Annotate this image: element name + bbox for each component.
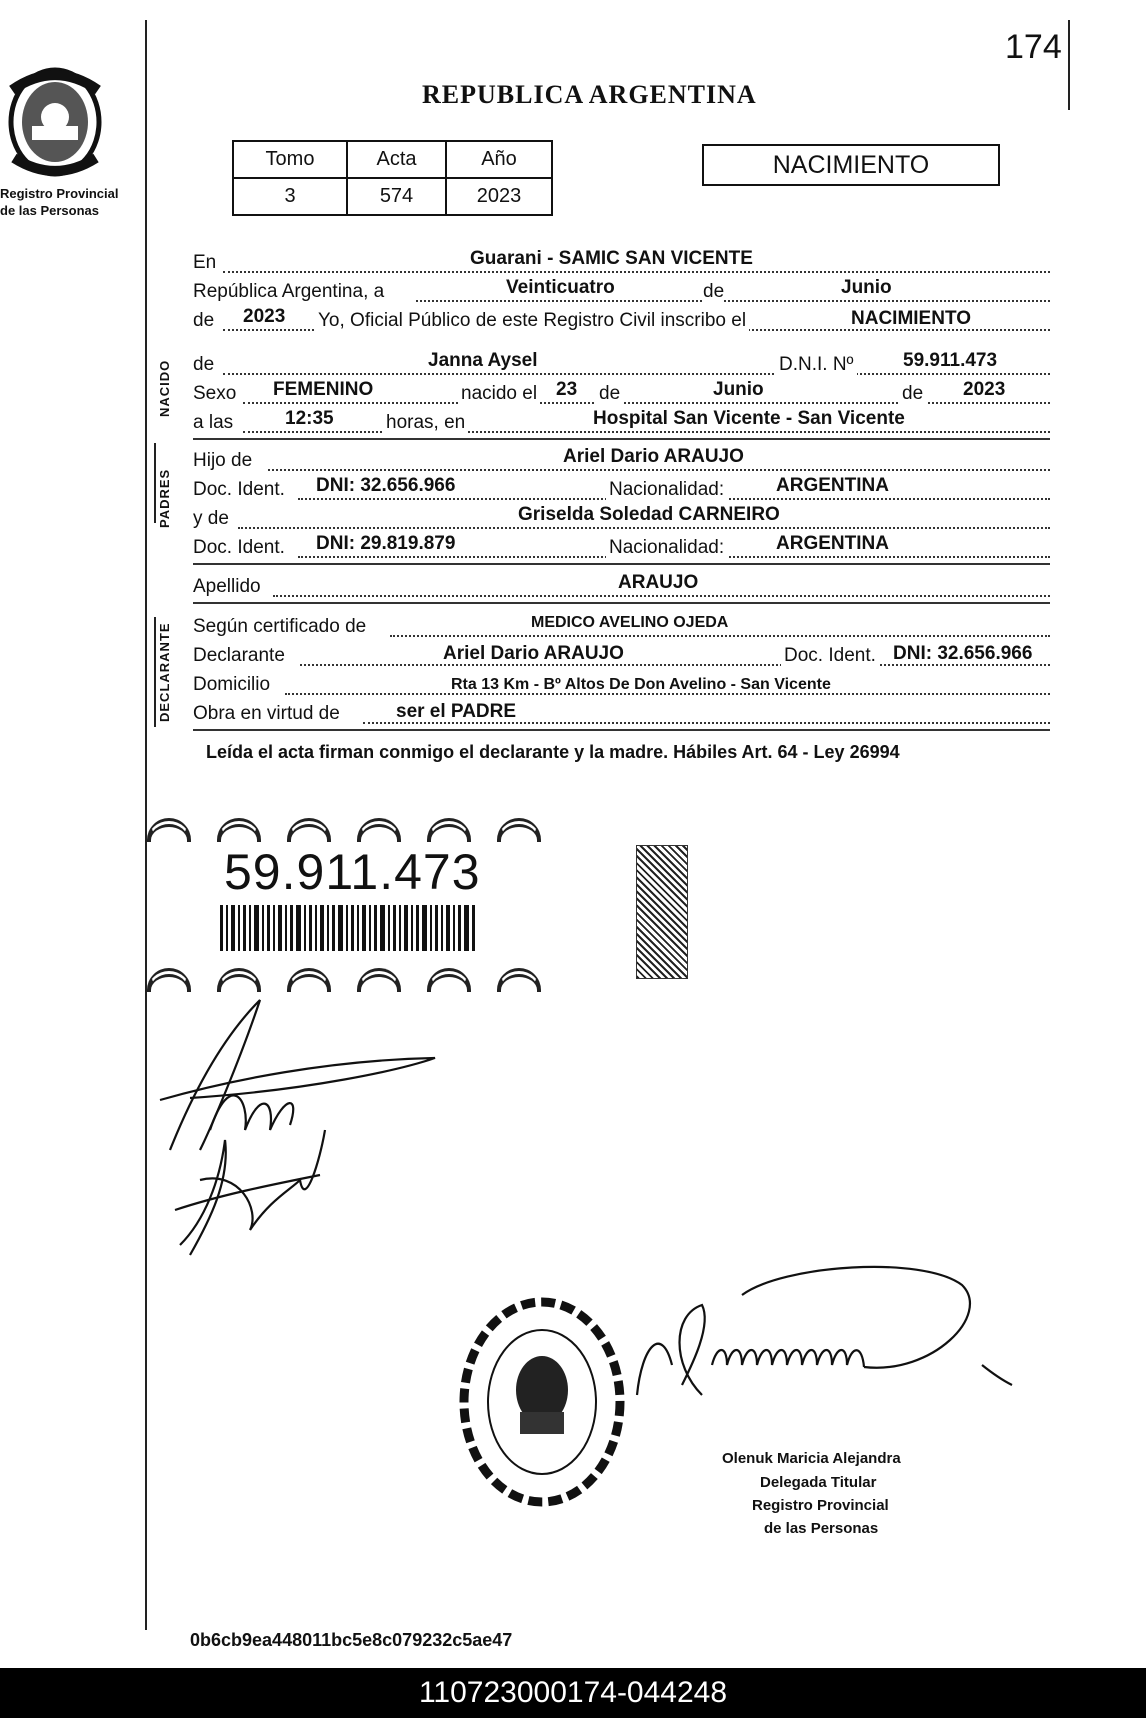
nac-anio-value: 2023 [963, 379, 1006, 400]
footer-code: 110723000174-044248 [418, 1676, 728, 1709]
alas-label: a las [193, 412, 234, 433]
document-hash: 0b6cb9ea448011bc5e8c079232c5ae47 [190, 1630, 513, 1650]
doc2-label: Doc. Ident. [193, 537, 285, 558]
closing-note: Leída el acta firman conmigo el declarante y la madre. Hábiles Art. 64 - Ley 26994 [206, 742, 900, 762]
sticker-number: 59.911.473 [224, 844, 481, 900]
nac1-value: ARGENTINA [776, 475, 889, 496]
section-rule [193, 602, 1050, 604]
row-certificado [193, 612, 1050, 640]
anio-value: 2023 [243, 306, 286, 327]
dia-value: Veinticuatro [506, 277, 615, 298]
section-rule [193, 438, 1050, 440]
row-fecha [193, 277, 1050, 305]
dni-label: D.N.I. Nº [776, 354, 857, 376]
section-rule [193, 563, 1050, 565]
section-nacido: NACIDO [157, 359, 172, 417]
security-hologram [636, 845, 688, 979]
row-hijo [193, 446, 1050, 474]
row-declarante [193, 641, 1050, 669]
sexo-value: FEMENINO [273, 379, 374, 400]
obra-value: ser el PADRE [396, 701, 517, 722]
sexo-label: Sexo [193, 383, 237, 404]
nac-de2-label: de [899, 383, 926, 405]
row-domicilio [193, 670, 1050, 698]
madre-value: Griselda Soledad CARNEIRO [518, 504, 780, 525]
registry-line-1: Registro Provincial [0, 186, 119, 201]
de-label: de [703, 281, 725, 302]
section-divider [154, 617, 156, 727]
official-signature [632, 1255, 1032, 1465]
certificado-label: Según certificado de [193, 616, 367, 637]
section-rule [193, 729, 1050, 731]
en-label: En [193, 252, 217, 273]
value-anio: 2023 [446, 178, 552, 215]
sticker-band-top [135, 812, 575, 842]
lugar-value: Hospital San Vicente - San Vicente [593, 408, 905, 429]
declarante-label: Declarante [193, 645, 285, 666]
row-doc2 [193, 533, 1050, 561]
nac2-value: ARGENTINA [776, 533, 889, 554]
row-inscribo [193, 306, 1050, 334]
dni-value: 59.911.473 [903, 350, 998, 371]
header-tomo: Tomo [233, 141, 347, 178]
section-divider [154, 443, 156, 523]
doc1-value: DNI: 32.656.966 [316, 475, 456, 496]
row-doc1 [193, 475, 1050, 503]
register-table [232, 140, 553, 216]
domicilio-label: Domicilio [193, 674, 271, 695]
decl-doc-label: Doc. Ident. [781, 645, 879, 667]
section-declarante: DECLARANTE [157, 622, 172, 722]
doc1-label: Doc. Ident. [193, 479, 285, 500]
act-type-label: NACIMIENTO [772, 151, 930, 179]
right-margin-line [1068, 20, 1070, 110]
row-ymadre [193, 504, 1050, 532]
nac-de-label: de [596, 383, 623, 405]
declarant-signature [150, 980, 450, 1260]
province-logo [2, 62, 108, 180]
official-office-2: de las Personas [764, 1520, 879, 1537]
row-hora [193, 408, 1050, 436]
apellido-label: Apellido [193, 576, 261, 597]
nombre-value: Janna Aysel [428, 350, 538, 371]
certificado-value: MEDICO AVELINO OJEDA [531, 614, 729, 631]
header-anio: Año [446, 141, 552, 178]
nac-mes-value: Junio [713, 379, 764, 400]
nac1-label: Nacionalidad: [606, 479, 727, 501]
act-type-box [702, 144, 1000, 186]
document-title: REPUBLICA ARGENTINA [422, 80, 757, 109]
official-name: Olenuk Maricia Alejandra [722, 1450, 901, 1467]
value-acta: 574 [347, 178, 446, 215]
row-sexo [193, 379, 1050, 407]
page-number: 174 [1005, 28, 1062, 66]
horas-label: horas, en [383, 412, 468, 434]
padre-value: Ariel Dario ARAUJO [563, 446, 744, 467]
oficial-text: Yo, Oficial Público de este Registro Civil inscribo el [315, 310, 749, 332]
nac2-label: Nacionalidad: [606, 537, 727, 559]
official-office-1: Registro Provincial [752, 1497, 889, 1514]
inscribo-value: NACIMIENTO [851, 308, 971, 329]
row-nombre [193, 350, 1050, 378]
registry-line-2: de las Personas [0, 203, 99, 218]
header-acta: Acta [347, 141, 446, 178]
apellido-value: ARAUJO [618, 572, 699, 593]
official-seal [456, 1290, 628, 1520]
row-apellido [193, 572, 1050, 600]
domicilio-value: Rta 13 Km - Bº Altos De Don Avelino - San Vicente [451, 676, 831, 693]
decl-doc-value: DNI: 32.656.966 [893, 643, 1033, 664]
obra-label: Obra en virtud de [193, 703, 340, 724]
doc2-value: DNI: 29.819.879 [316, 533, 456, 554]
declarante-value: Ariel Dario ARAUJO [443, 643, 624, 664]
hora-value: 12:35 [285, 408, 334, 429]
de2-label: de [193, 310, 215, 331]
section-padres: PADRES [157, 468, 172, 528]
row-en [193, 248, 1050, 276]
value-tomo: 3 [233, 178, 347, 215]
hijo-label: Hijo de [193, 450, 253, 471]
nac-dia-value: 23 [556, 379, 578, 400]
yde-label: y de [193, 508, 229, 529]
en-value: Guarani - SAMIC SAN VICENTE [470, 248, 753, 269]
republica-label: República Argentina, a [193, 281, 385, 302]
official-title: Delegada Titular [760, 1474, 877, 1491]
barcode [220, 905, 475, 951]
nombre-label: de [193, 354, 215, 375]
footer-bar [0, 1668, 1146, 1718]
nacido-label: nacido el [458, 383, 540, 405]
mes-value: Junio [841, 277, 892, 298]
row-obra [193, 699, 1050, 727]
